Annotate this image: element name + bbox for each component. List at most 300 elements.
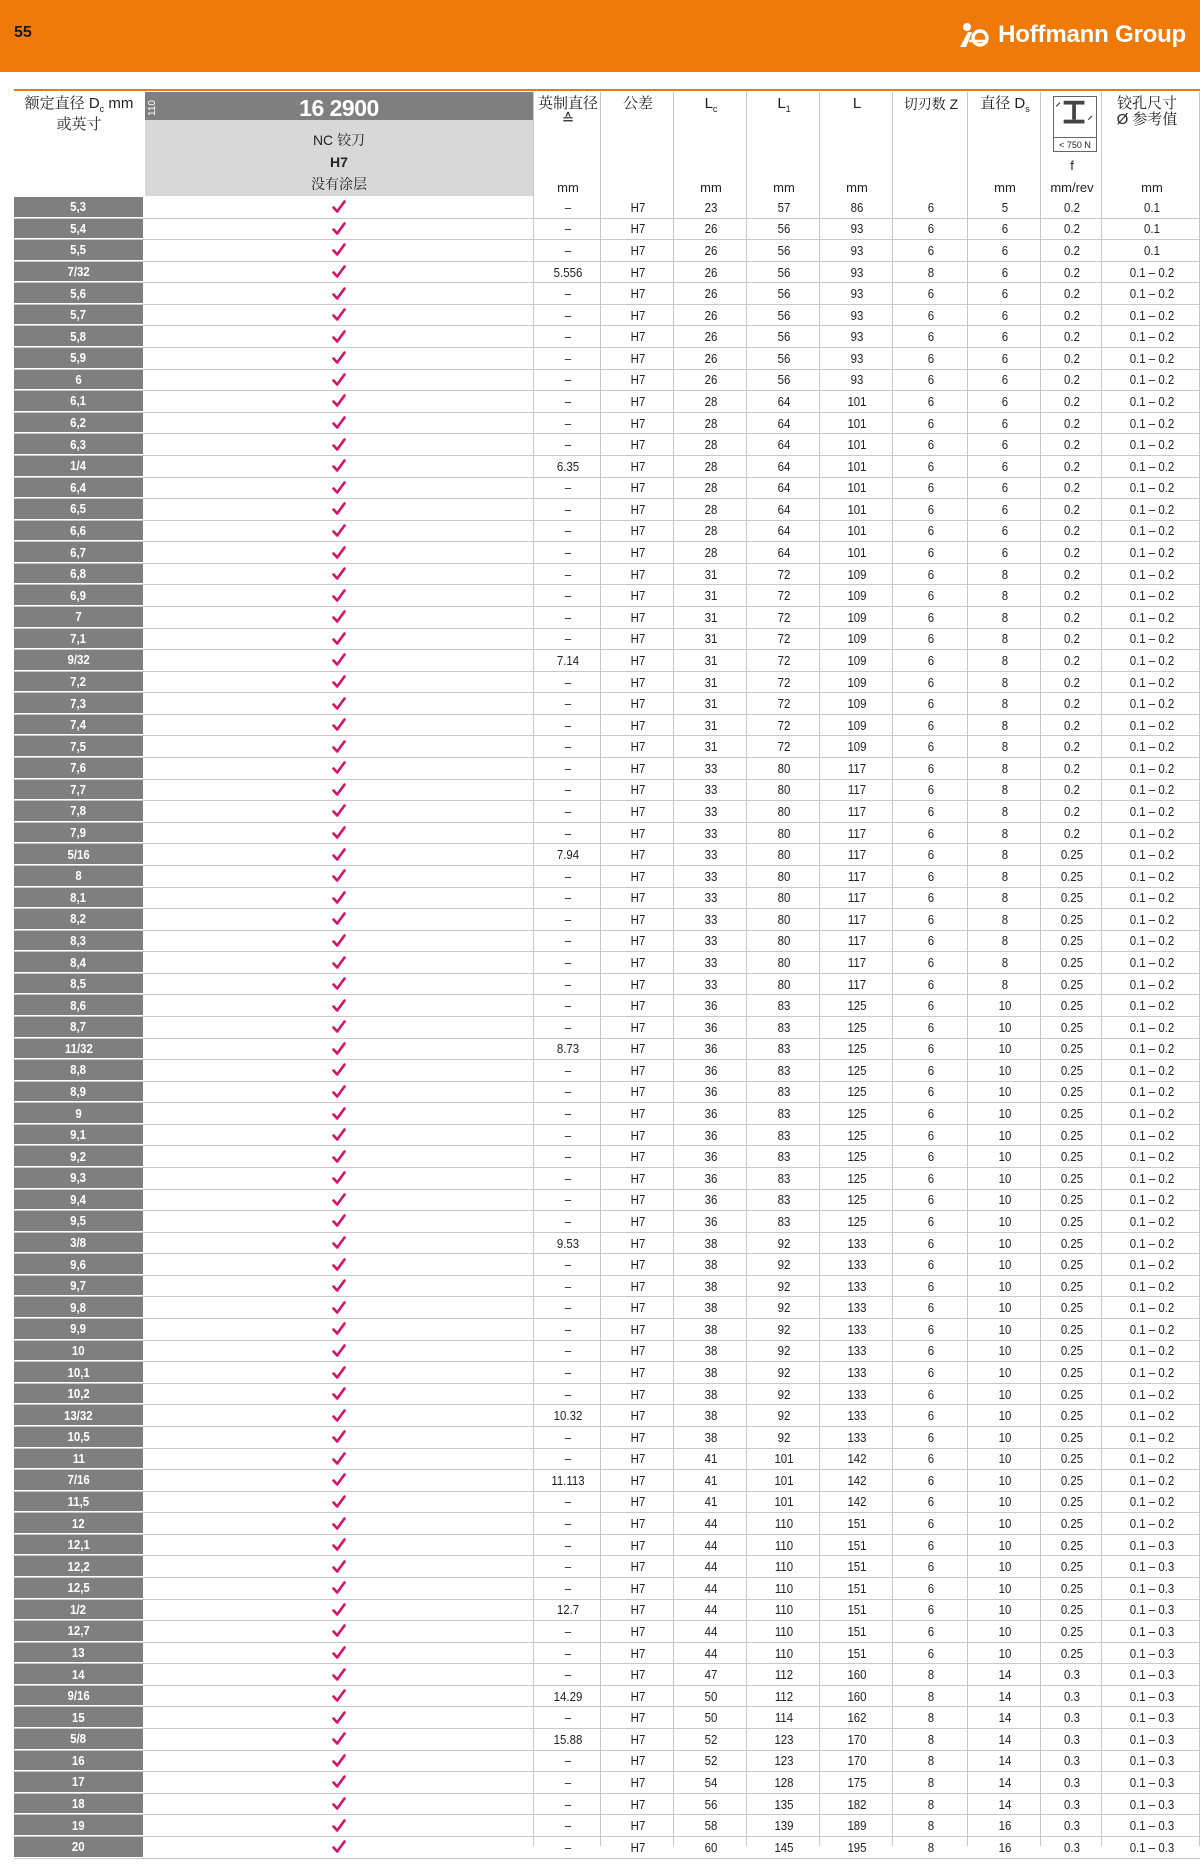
feed-cell: 0.2: [1064, 782, 1080, 798]
table-row: [14, 1362, 1200, 1384]
ream-size-cell: 0.1: [1144, 242, 1160, 258]
cutting-edges-cell: 6: [927, 437, 935, 453]
cutting-edges-cell: 6: [927, 933, 935, 949]
availability-cell[interactable]: [145, 1513, 533, 1534]
availability-cell[interactable]: [145, 521, 533, 542]
shank-diameter-cell: 16: [998, 1818, 1012, 1834]
checkmark-icon: [331, 1343, 347, 1359]
availability-cell[interactable]: [145, 585, 533, 606]
nominal-diameter-value: 7: [75, 609, 82, 625]
availability-cell[interactable]: [145, 1686, 533, 1707]
l1-cell: 83: [777, 998, 791, 1014]
tolerance-cell: H7: [630, 1774, 646, 1790]
lc-cell: 44: [704, 1559, 718, 1575]
nominal-diameter-cell: [14, 434, 143, 455]
availability-cell[interactable]: [145, 413, 533, 434]
l-cell: 101: [847, 501, 867, 517]
nominal-diameter-cell: [14, 305, 143, 326]
lc-cell: 38: [704, 1365, 718, 1380]
availability-cell[interactable]: [145, 650, 533, 671]
product-code[interactable]: 16 2900: [299, 95, 379, 121]
lc-cell: 36: [704, 1213, 718, 1229]
availability-cell[interactable]: [145, 1125, 533, 1146]
shank-diameter-cell: 10: [998, 1516, 1012, 1532]
tolerance-cell: H7: [630, 480, 646, 496]
availability-cell[interactable]: [145, 1535, 533, 1556]
availability-cell[interactable]: [145, 1794, 533, 1815]
feed-cell: 0.25: [1060, 1084, 1084, 1100]
tolerance-cell: H7: [630, 1645, 646, 1661]
inch-diameter-cell: –: [564, 480, 572, 496]
l-cell: 93: [850, 221, 864, 237]
cutting-edges-cell: 8: [927, 1710, 935, 1726]
table-row: [14, 736, 1200, 758]
ream-size-cell: 0.1 – 0.2: [1129, 1192, 1175, 1208]
lc-cell: 36: [704, 1062, 718, 1078]
feed-cell: 0.25: [1060, 1257, 1084, 1273]
l-cell: 133: [847, 1429, 867, 1445]
availability-cell[interactable]: [145, 866, 533, 887]
availability-cell[interactable]: [145, 1297, 533, 1318]
feed-cell: 0.2: [1064, 566, 1080, 582]
tolerance-cell: H7: [630, 760, 646, 776]
nominal-diameter-cell: [14, 888, 143, 909]
table-row: [14, 542, 1200, 564]
ream-size-cell: 0.1 – 0.2: [1129, 739, 1175, 755]
nominal-diameter-value: 11,5: [67, 1493, 90, 1509]
table-row: [14, 823, 1200, 845]
availability-cell[interactable]: [145, 629, 533, 650]
inch-diameter-cell: –: [564, 1278, 572, 1294]
tolerance-cell: H7: [630, 415, 646, 431]
availability-cell[interactable]: [145, 1017, 533, 1038]
cutting-edges-cell: 6: [927, 674, 935, 690]
l-cell: 101: [847, 545, 867, 561]
table-row: [14, 305, 1200, 327]
availability-cell[interactable]: [145, 326, 533, 347]
shank-diameter-cell: 8: [1001, 933, 1009, 949]
nominal-diameter-cell: [14, 413, 143, 434]
availability-cell[interactable]: [145, 1168, 533, 1189]
cutting-edges-cell: 8: [927, 1667, 935, 1683]
availability-cell[interactable]: [145, 1146, 533, 1167]
l-cell: 101: [847, 523, 867, 539]
availability-cell[interactable]: [145, 974, 533, 995]
cutting-edges-cell: 6: [927, 1623, 935, 1639]
feed-cell: 0.2: [1064, 501, 1080, 517]
ream-size-cell: 0.1 – 0.2: [1129, 847, 1175, 863]
availability-cell[interactable]: [145, 1060, 533, 1081]
ream-size-cell: 0.1 – 0.3: [1129, 1796, 1175, 1812]
l1-cell: 110: [774, 1559, 794, 1575]
cutting-edges-cell: 6: [927, 458, 935, 474]
availability-cell[interactable]: [145, 801, 533, 822]
feed-cell: 0.25: [1060, 1429, 1084, 1445]
nominal-diameter-cell: [14, 1470, 143, 1491]
table-row: [14, 1190, 1200, 1212]
nominal-diameter-value: 1/4: [70, 458, 87, 474]
shank-diameter-cell: 14: [998, 1688, 1012, 1704]
availability-cell[interactable]: [145, 434, 533, 455]
table-row: [14, 1125, 1200, 1147]
availability-cell[interactable]: [145, 391, 533, 412]
availability-cell[interactable]: [145, 607, 533, 628]
l-cell: 117: [847, 825, 867, 841]
tolerance-cell: H7: [630, 696, 646, 712]
feed-cell: 0.25: [1060, 847, 1084, 863]
nominal-diameter-value: 12,5: [67, 1580, 90, 1596]
table-row: [14, 1513, 1200, 1535]
cutting-edges-cell: 6: [927, 199, 935, 215]
inch-diameter-cell: –: [564, 221, 572, 237]
nominal-diameter-value: 9,5: [70, 1213, 87, 1229]
availability-cell[interactable]: [145, 499, 533, 520]
checkmark-icon: [331, 545, 347, 561]
inch-diameter-cell: –: [564, 372, 572, 388]
ream-size-cell: 0.1 – 0.2: [1129, 760, 1175, 776]
availability-cell[interactable]: [145, 1427, 533, 1448]
ream-size-cell: 0.1 – 0.2: [1129, 307, 1175, 323]
nominal-diameter-value: 7/32: [67, 264, 90, 280]
l-cell: 109: [847, 674, 867, 690]
availability-cell[interactable]: [145, 456, 533, 477]
cutting-edges-cell: 6: [927, 1106, 935, 1122]
tolerance-cell: H7: [630, 933, 646, 949]
l-cell: 182: [847, 1796, 867, 1812]
availability-cell[interactable]: [145, 1103, 533, 1124]
nominal-diameter-cell: [14, 197, 143, 218]
shank-diameter-cell: 6: [1001, 458, 1009, 474]
lc-cell: 50: [704, 1688, 718, 1704]
tolerance-cell: H7: [630, 1235, 646, 1251]
availability-cell[interactable]: [145, 736, 533, 757]
nominal-diameter-value: 10,5: [67, 1429, 90, 1445]
availability-cell[interactable]: [145, 1707, 533, 1728]
nominal-diameter-cell: [14, 866, 143, 887]
cutting-edges-cell: 6: [927, 998, 935, 1014]
l-cell: 151: [847, 1559, 867, 1575]
ream-size-cell: 0.1 – 0.2: [1129, 868, 1175, 884]
availability-cell[interactable]: [145, 219, 533, 240]
nominal-diameter-cell: [14, 370, 143, 391]
checkmark-icon: [331, 717, 347, 733]
l-cell: 133: [847, 1386, 867, 1402]
table-row: [14, 283, 1200, 305]
availability-cell[interactable]: [145, 1621, 533, 1642]
nominal-diameter-cell: [14, 1837, 143, 1858]
availability-cell[interactable]: [145, 1039, 533, 1060]
checkmark-icon: [331, 696, 347, 712]
lc-cell: 28: [704, 393, 718, 409]
shank-diameter-cell: 10: [998, 1645, 1012, 1661]
availability-cell[interactable]: [145, 693, 533, 714]
availability-cell[interactable]: [145, 844, 533, 865]
l-cell: 189: [847, 1818, 867, 1834]
l1-cell: 92: [777, 1365, 791, 1380]
lc-sub: c: [712, 104, 718, 114]
l-cell: 133: [847, 1300, 867, 1316]
availability-cell[interactable]: [145, 1254, 533, 1275]
nominal-diameter-cell: [14, 478, 143, 499]
ds-unit: mm: [994, 180, 1016, 195]
ream-size-cell: 0.1 – 0.2: [1129, 1084, 1175, 1100]
cutting-edges-cell: 6: [927, 1321, 935, 1337]
lc-cell: 38: [704, 1235, 718, 1251]
nominal-diameter-value: 7,5: [70, 738, 87, 754]
nominal-diameter-cell: [14, 607, 143, 628]
availability-cell[interactable]: [145, 952, 533, 973]
checkmark-icon: [331, 1645, 347, 1661]
cutting-edges-cell: 6: [927, 1408, 935, 1424]
l1-cell: 123: [774, 1753, 794, 1769]
l1-cell: 72: [777, 652, 791, 668]
cutting-edges-cell: 6: [927, 825, 935, 841]
availability-cell[interactable]: [145, 1319, 533, 1340]
l1-cell: 92: [777, 1343, 791, 1359]
table-row: [14, 1449, 1200, 1471]
feed-cell: 0.2: [1064, 588, 1080, 604]
lc-cell: 50: [704, 1710, 718, 1726]
ream-size-cell: 0.1 – 0.2: [1129, 545, 1175, 561]
l1-cell: 83: [777, 1149, 791, 1165]
feed-cell: 0.25: [1060, 1408, 1084, 1424]
lc-cell: 33: [704, 825, 718, 841]
shank-diameter-cell: 8: [1001, 674, 1009, 690]
checkmark-icon: [331, 523, 347, 539]
availability-cell[interactable]: [145, 888, 533, 909]
availability-cell[interactable]: [145, 780, 533, 801]
feed-label: f: [1070, 158, 1074, 173]
l1-cell: 72: [777, 674, 791, 690]
availability-cell[interactable]: [145, 1211, 533, 1232]
checkmark-icon: [331, 911, 347, 927]
l1-cell: 80: [777, 868, 791, 884]
availability-cell[interactable]: [145, 370, 533, 391]
inch-diameter-cell: –: [564, 674, 572, 690]
checkmark-icon: [331, 1235, 347, 1251]
inch-diameter-cell: –: [564, 1084, 572, 1100]
tolerance-cell: H7: [630, 1472, 646, 1488]
lc-cell: 38: [704, 1278, 718, 1294]
l-cell: 117: [847, 760, 867, 776]
shank-diameter-cell: 10: [998, 1149, 1012, 1165]
shank-diameter-cell: 6: [1001, 501, 1009, 517]
l1-cell: 92: [777, 1300, 791, 1316]
inch-diameter-cell: 10.32: [553, 1408, 583, 1424]
availability-cell[interactable]: [145, 1276, 533, 1297]
l1-cell: 80: [777, 760, 791, 776]
checkmark-icon: [331, 609, 347, 625]
availability-cell[interactable]: [145, 542, 533, 563]
table-row: [14, 1146, 1200, 1168]
availability-cell[interactable]: [145, 305, 533, 326]
nominal-diameter-cell: [14, 391, 143, 412]
availability-cell[interactable]: [145, 1815, 533, 1836]
lc-cell: 33: [704, 933, 718, 949]
availability-cell[interactable]: [145, 1729, 533, 1750]
availability-cell[interactable]: [145, 197, 533, 218]
nominal-diameter-cell: [14, 262, 143, 283]
shank-diameter-cell: 6: [1001, 393, 1009, 409]
tolerance-cell: H7: [630, 199, 646, 215]
availability-cell[interactable]: [145, 1751, 533, 1772]
availability-cell[interactable]: [145, 1470, 533, 1491]
product-tolerance: H7: [330, 154, 348, 170]
table-row: [14, 1578, 1200, 1600]
nominal-diameter-cell: [14, 1146, 143, 1167]
tolerance-cell: H7: [630, 1537, 646, 1553]
availability-cell[interactable]: [145, 283, 533, 304]
inch-diameter-cell: –: [564, 955, 572, 971]
availability-cell[interactable]: [145, 1772, 533, 1793]
inch-diameter-cell: 12.7: [556, 1602, 580, 1618]
cutting-edges-cell: 6: [927, 847, 935, 863]
shank-diameter-cell: 8: [1001, 976, 1009, 992]
tolerance-cell: H7: [630, 1149, 646, 1165]
availability-cell[interactable]: [145, 1578, 533, 1599]
availability-cell[interactable]: [145, 1190, 533, 1211]
product-code-band: [145, 92, 533, 120]
availability-cell[interactable]: [145, 995, 533, 1016]
tolerance-cell: H7: [630, 372, 646, 388]
ds-label: 直径 D: [980, 95, 1026, 112]
availability-cell[interactable]: [145, 1405, 533, 1426]
availability-cell[interactable]: [145, 348, 533, 369]
nominal-diameter-value: 8,6: [70, 997, 87, 1013]
availability-cell[interactable]: [145, 1837, 533, 1858]
inch-diameter-cell: –: [564, 1019, 572, 1035]
lc-cell: 56: [704, 1796, 718, 1812]
l1-cell: 80: [777, 890, 791, 906]
nominal-diameter-value: 13/32: [64, 1407, 93, 1423]
nominal-diameter-value: 9: [75, 1105, 82, 1121]
availability-cell[interactable]: [145, 478, 533, 499]
l1-cell: 80: [777, 911, 791, 927]
lc-cell: 26: [704, 242, 718, 258]
availability-cell[interactable]: [145, 1362, 533, 1383]
tolerance-cell: H7: [630, 1818, 646, 1834]
feed-cell: 0.2: [1064, 480, 1080, 496]
l-cell: 125: [847, 1127, 867, 1143]
nominal-diameter-value: 5,3: [70, 199, 87, 215]
checkmark-icon: [331, 1537, 347, 1553]
checkmark-icon: [331, 1084, 347, 1100]
checkmark-icon: [331, 1213, 347, 1229]
lc-cell: 28: [704, 415, 718, 431]
shank-diameter-cell: 10: [998, 1559, 1012, 1575]
inch-diameter-cell: –: [564, 545, 572, 561]
table-row: [14, 262, 1200, 284]
l1-label: L: [777, 95, 786, 112]
table-row: [14, 844, 1200, 866]
checkmark-icon: [331, 372, 347, 388]
ream-size-cell: 0.1 – 0.2: [1129, 1106, 1175, 1122]
availability-cell[interactable]: [145, 262, 533, 283]
checkmark-icon: [331, 1516, 347, 1532]
checkmark-icon: [331, 1062, 347, 1078]
availability-cell[interactable]: [145, 1492, 533, 1513]
l1-cell: 64: [777, 415, 791, 431]
availability-cell[interactable]: [145, 1600, 533, 1621]
availability-cell[interactable]: [145, 715, 533, 736]
nominal-diameter-cell: [14, 1168, 143, 1189]
availability-cell[interactable]: [145, 931, 533, 952]
tolerance-cell: H7: [630, 1084, 646, 1100]
lc-cell: 33: [704, 803, 718, 819]
shank-diameter-cell: 6: [1001, 545, 1009, 561]
availability-cell[interactable]: [145, 1643, 533, 1664]
feed-cell: 0.25: [1060, 1559, 1084, 1575]
tolerance-cell: H7: [630, 1796, 646, 1812]
checkmark-icon: [331, 1494, 347, 1510]
nominal-diameter-value: 8,5: [70, 976, 87, 992]
ream-size-cell: 0.1 – 0.3: [1129, 1688, 1175, 1704]
cutting-edges-cell: 8: [927, 264, 935, 280]
inch-diameter-cell: –: [564, 1106, 572, 1122]
inch-diameter-cell: –: [564, 717, 572, 733]
nominal-diameter-cell: [14, 995, 143, 1016]
availability-cell[interactable]: [145, 1341, 533, 1362]
tolerance-cell: H7: [630, 1516, 646, 1532]
l-cell: 117: [847, 890, 867, 906]
lc-cell: 36: [704, 1084, 718, 1100]
lc-cell: 41: [704, 1451, 718, 1467]
feed-cell: 0.25: [1060, 1106, 1084, 1122]
checkmark-icon: [331, 1365, 347, 1381]
nominal-diameter-value: 1/2: [70, 1601, 87, 1617]
availability-cell[interactable]: [145, 672, 533, 693]
inch-diameter-cell: –: [564, 437, 572, 453]
availability-cell[interactable]: [145, 1233, 533, 1254]
header-rule: [14, 89, 1200, 91]
availability-cell[interactable]: [145, 240, 533, 261]
lc-cell: 44: [704, 1602, 718, 1618]
availability-cell[interactable]: [145, 1082, 533, 1103]
cutting-edges-cell: 6: [927, 307, 935, 323]
lc-cell: 26: [704, 286, 718, 302]
tolerance-cell: H7: [630, 1321, 646, 1337]
availability-cell[interactable]: [145, 1664, 533, 1685]
l-cell: 117: [847, 955, 867, 971]
checkmark-icon: [331, 566, 347, 582]
nominal-diameter-cell: [14, 1729, 143, 1750]
nominal-diameter-value: 20: [72, 1839, 85, 1855]
l1-cell: 72: [777, 566, 791, 582]
availability-cell[interactable]: [145, 1384, 533, 1405]
availability-cell[interactable]: [145, 564, 533, 585]
inch-diameter-cell: –: [564, 242, 572, 258]
checkmark-icon: [331, 1623, 347, 1639]
availability-cell[interactable]: [145, 823, 533, 844]
table-row: [14, 1707, 1200, 1729]
lc-cell: 31: [704, 588, 718, 604]
availability-cell[interactable]: [145, 1449, 533, 1470]
cutting-edges-cell: 8: [927, 1796, 935, 1812]
availability-cell[interactable]: [145, 909, 533, 930]
lc-cell: 31: [704, 717, 718, 733]
nominal-diameter-value: 5,5: [70, 242, 87, 258]
table-row: [14, 650, 1200, 672]
l-cell: 133: [847, 1278, 867, 1294]
l-cell: 125: [847, 1213, 867, 1229]
availability-cell[interactable]: [145, 1556, 533, 1577]
cutting-edges-header: 切刃数 Z: [903, 96, 959, 112]
nominal-diameter-cell: [14, 1427, 143, 1448]
availability-cell[interactable]: [145, 758, 533, 779]
feed-cell: 0.2: [1064, 760, 1080, 776]
tolerance-cell: H7: [630, 674, 646, 690]
l1-cell: 80: [777, 976, 791, 992]
